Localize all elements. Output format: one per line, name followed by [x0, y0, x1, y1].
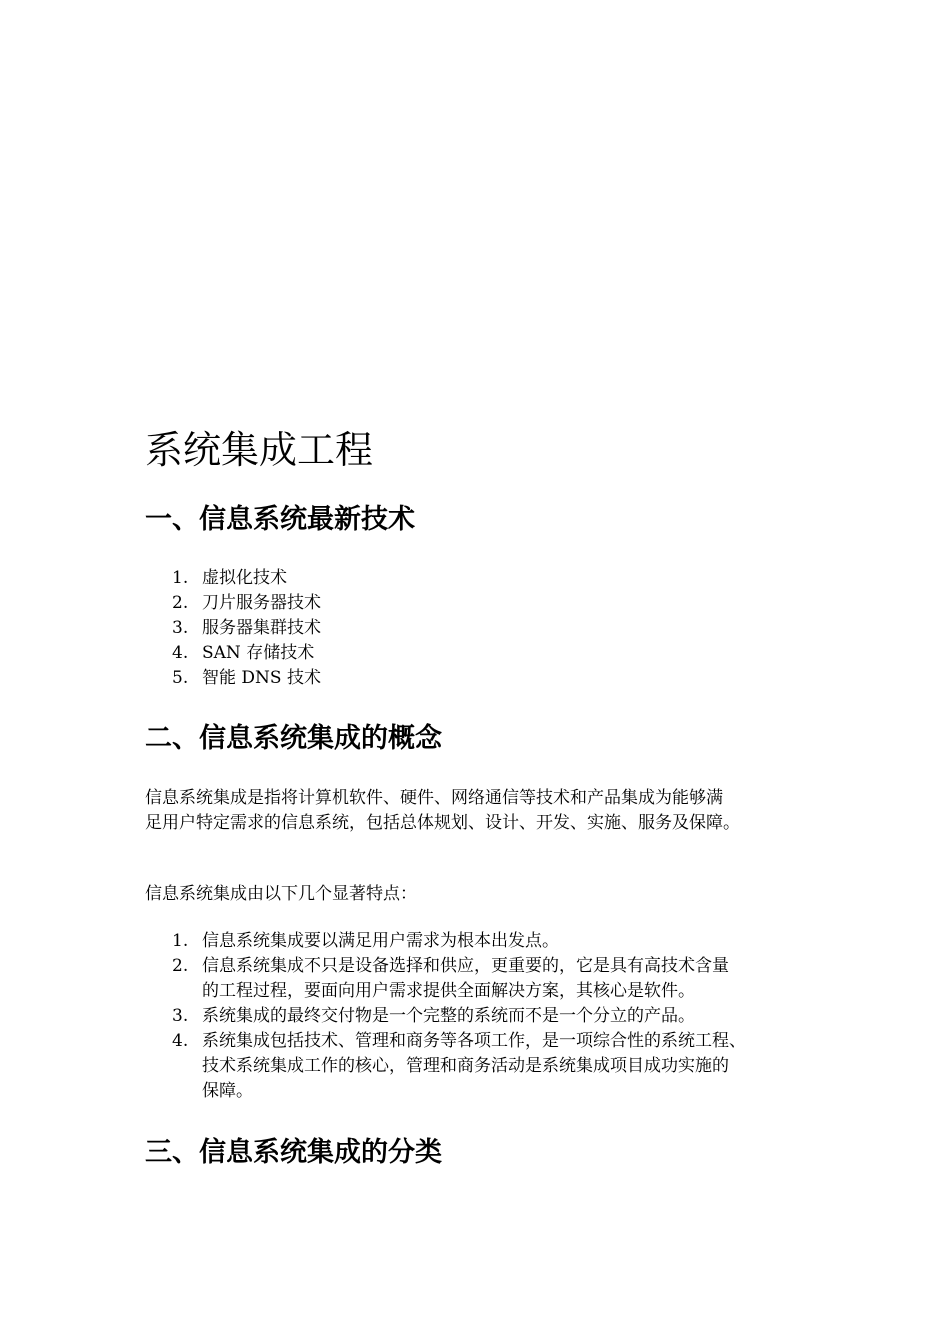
list-item-text: 系统集成包括技术、管理和商务等各项工作，是一项综合性的系统工程、	[202, 1031, 746, 1051]
list-item-text: 刀片服务器技术	[202, 593, 321, 613]
list-number: 3.	[172, 1006, 189, 1026]
list-number: 1.	[172, 931, 189, 951]
list-item-text: 服务器集群技术	[202, 618, 321, 638]
list-item	[145, 641, 321, 666]
concept-paragraph	[145, 786, 740, 836]
list-number: 4.	[172, 643, 189, 663]
list-item-text: 保障。	[202, 1081, 253, 1101]
section-heading-1: 一、信息系统最新技术	[145, 504, 415, 535]
list-number: 2.	[172, 593, 189, 613]
list-item-text: SAN 存储技术	[202, 643, 315, 663]
list-item-text: 系统集成的最终交付物是一个完整的系统而不是一个分立的产品。	[202, 1006, 695, 1026]
tech-list	[145, 566, 321, 691]
list-number: 5.	[172, 668, 189, 688]
list-item-text: 智能 DNS 技术	[202, 668, 321, 688]
document-title: 系统集成工程	[145, 428, 374, 472]
list-item	[145, 1029, 746, 1104]
list-item	[145, 666, 321, 691]
list-item	[145, 1004, 746, 1029]
list-number: 4.	[172, 1031, 189, 1051]
list-item-text: 信息系统集成要以满足用户需求为根本出发点。	[202, 931, 559, 951]
paragraph-line: 信息系统集成是指将计算机软件、硬件、网络通信等技术和产品集成为能够满	[145, 788, 723, 808]
list-number: 2.	[172, 956, 189, 976]
list-item	[145, 954, 746, 1004]
list-item	[145, 616, 321, 641]
features-list	[145, 929, 746, 1104]
list-item-text: 的工程过程，要面向用户需求提供全面解决方案，其核心是软件。	[202, 981, 695, 1001]
list-item	[145, 566, 321, 591]
section-heading-3: 三、信息系统集成的分类	[145, 1137, 442, 1168]
list-item-text: 信息系统集成不只是设备选择和供应，更重要的，它是具有高技术含量	[202, 956, 729, 976]
section-heading-2: 二、信息系统集成的概念	[145, 723, 442, 754]
list-item	[145, 929, 746, 954]
list-number: 3.	[172, 618, 189, 638]
list-item-text: 技术系统集成工作的核心，管理和商务活动是系统集成项目成功实施的	[202, 1056, 729, 1076]
list-number: 1.	[172, 568, 189, 588]
paragraph-line: 足用户特定需求的信息系统，包括总体规划、设计、开发、实施、服务及保障。	[145, 813, 740, 833]
features-intro: 信息系统集成由以下几个显著特点：	[145, 884, 417, 904]
list-item-text: 虚拟化技术	[202, 568, 287, 588]
list-item	[145, 591, 321, 616]
